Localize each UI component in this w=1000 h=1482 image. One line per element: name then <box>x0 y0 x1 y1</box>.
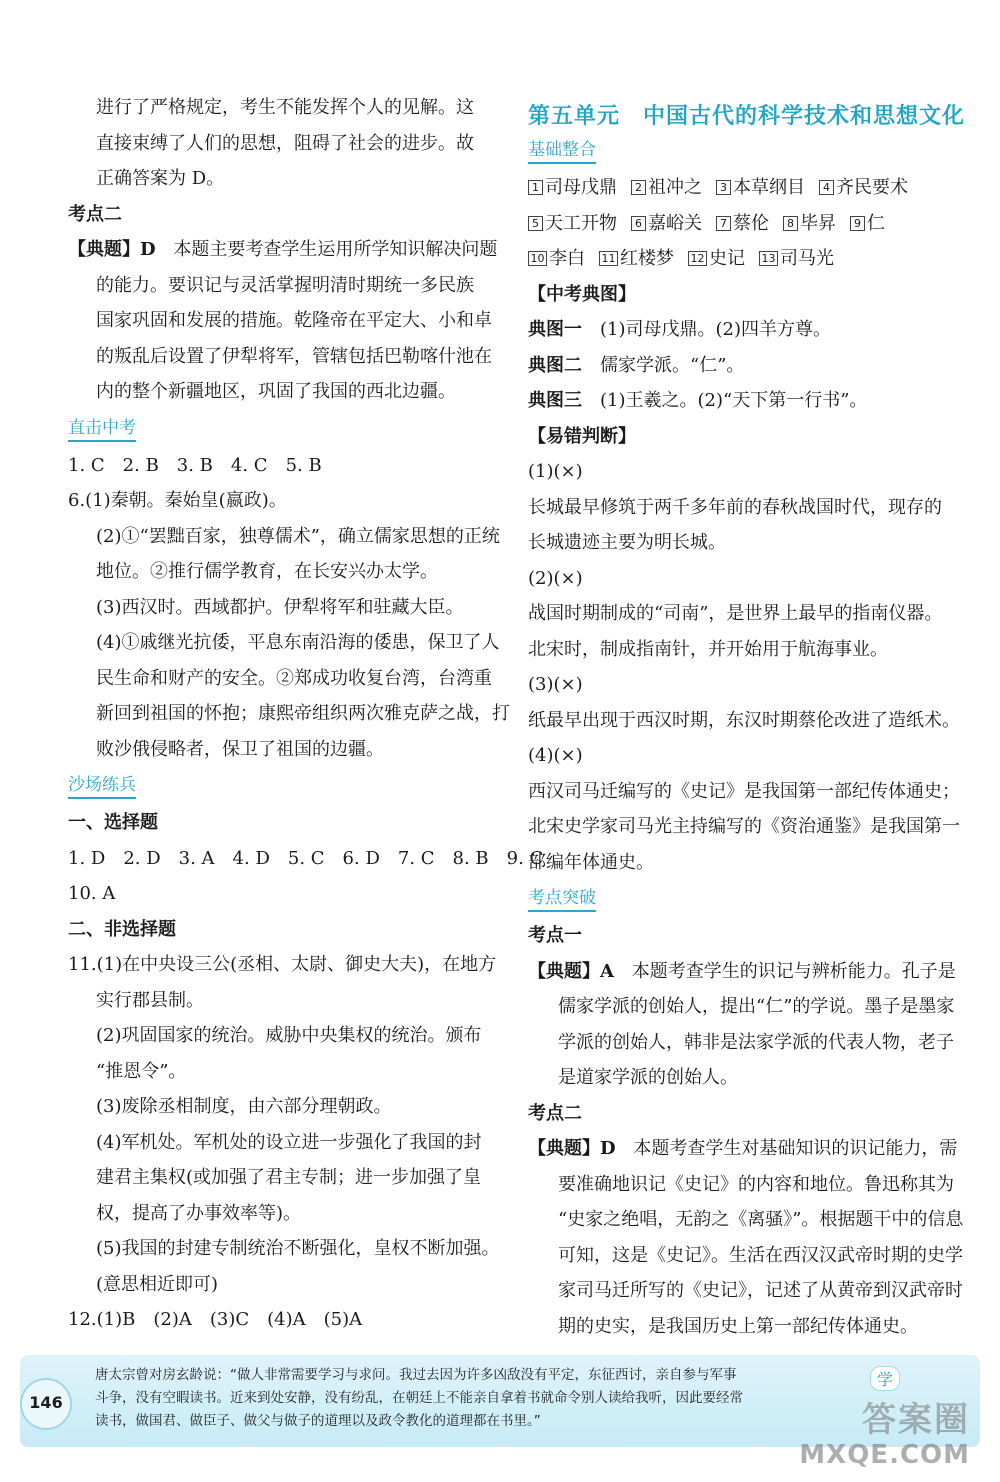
diantu-text: (1)司母戊鼎。(2)四羊方尊。 <box>600 319 831 340</box>
section-heading-kaodian: 考点突破 <box>528 886 596 912</box>
answer-grid-item <box>599 241 674 277</box>
dianti-line: 国家巩固和发展的措施。乾隆帝在平定大、小和卓 <box>96 310 492 331</box>
yicuo-line: (2)(×) <box>528 567 583 589</box>
item-number: 8 <box>783 216 798 231</box>
yicuo-line: 西汉司马迁编写的《史记》是我国第一部纪传体通史； <box>528 780 960 802</box>
footer-quote <box>95 1364 855 1433</box>
answer-grid-item <box>631 170 702 206</box>
dianti-line: 是道家学派的创始人。 <box>558 1067 738 1088</box>
watermark-logo: 答案圈 <box>862 1400 970 1440</box>
answer-grid-row <box>528 206 960 242</box>
diantu-line <box>528 348 960 384</box>
q11-line: (4)军机处。军机处的设立进一步强化了我国的封 <box>96 1131 482 1153</box>
answer-grid-item <box>528 170 617 206</box>
item-text: 李白 <box>549 248 585 269</box>
item-number: 5 <box>528 216 543 231</box>
yicuo-title: 【易错判断】 <box>528 425 636 447</box>
unit-title: 第五单元 中国古代的科学技术和思想文化 <box>528 104 966 129</box>
item-text: 蔡伦 <box>733 212 769 234</box>
q6-line: (4)①戚继光抗倭，平息东南沿海的倭患，保卫了人 <box>96 632 500 653</box>
item-text: 史记 <box>709 248 745 269</box>
answer-grid-item <box>716 170 805 206</box>
answer-grid-item <box>631 206 702 242</box>
yicuo-line: 部编年体通史。 <box>528 851 654 873</box>
item-text: 司马光 <box>780 248 834 269</box>
footer-quote-line: 唐太宗曾对房玄龄说：“做人非常需要学习与求问。我过去因为许多凶敌没有平定，东征西讨，亲自参与军事 <box>95 1367 737 1383</box>
item-number: 4 <box>819 180 834 195</box>
yicuo-line: (3)(×) <box>528 674 583 695</box>
footer-quote-line: 读书，做国君、做臣子、做父与做子的道理以及政令教化的道理都在书里。” <box>95 1413 541 1429</box>
item-number: 11 <box>599 251 618 266</box>
answer-grid <box>528 170 960 277</box>
answer-grid-item <box>819 170 908 206</box>
yicuo-line: 纸最早出现于西汉时期，东汉时期蔡伦改进了造纸术。 <box>528 709 960 731</box>
answer-grid-item <box>716 206 769 242</box>
answer-grid-item <box>850 206 885 242</box>
item-number: 7 <box>716 216 731 231</box>
yicuo-line: 北宋时，制成指南针，并开始用于航海事业。 <box>528 638 888 660</box>
dianti-line: 可知，这是《史记》。生活在西汉汉武帝时期的史学 <box>558 1244 963 1266</box>
item-number: 9 <box>850 216 865 231</box>
answer-grid-item <box>528 241 585 277</box>
footer-quote-line: 斗争，没有空暇读书。近来到处安静，没有纷乱，在朝廷上不能亲自拿着书就命令别人读给我听，因此要经常 <box>95 1390 743 1406</box>
dianti-line <box>528 954 960 990</box>
answer-grid-item <box>759 241 834 277</box>
q6-line: 6.(1)秦朝。秦始皇(嬴政)。 <box>68 490 287 511</box>
mc-answers: 10. A <box>68 883 116 904</box>
item-number: 10 <box>528 251 547 266</box>
yicuo-line: (1)(×) <box>528 461 583 482</box>
q11-line: 实行郡县制。 <box>96 989 204 1011</box>
dianti-line <box>528 1131 960 1167</box>
q11-line: 权，提高了办事效率等)。 <box>96 1202 302 1224</box>
q11-line: (意思相近即可) <box>96 1273 219 1295</box>
item-text: 红楼梦 <box>620 248 674 269</box>
dianti-line: 要准确地识记《史记》的内容和地位。鲁迅称其为 <box>558 1173 954 1195</box>
q11-line: (2)巩固国家的统治。威胁中央集权的统治。颁布 <box>96 1025 482 1046</box>
item-number: 12 <box>688 251 707 266</box>
dianti-line: 儒家学派的创始人，提出“仁”的学说。墨子是墨家 <box>558 996 955 1017</box>
dianti-line <box>68 232 498 268</box>
diantu-text: 儒家学派。“仁”。 <box>600 354 745 376</box>
q6-line: (3)西汉时。西域都护。伊犁将军和驻藏大臣。 <box>96 596 464 618</box>
q11-line: 建君主集权(或加强了君主专制；进一步加强了皇 <box>96 1167 482 1188</box>
zhongkao-diantu-title: 【中考典图】 <box>528 283 636 305</box>
dianti-line: “史家之绝唱，无韵之《离骚》”。根据题干中的信息 <box>558 1209 964 1230</box>
answer-grid-item <box>528 206 617 242</box>
intro-line: 直接束缚了人们的思想，阻碍了社会的进步。故 <box>96 132 474 154</box>
section-heading-zhiji: 直击中考 <box>68 416 136 442</box>
item-text: 嘉峪关 <box>648 212 702 234</box>
section-heading-shachang: 沙场练兵 <box>68 773 136 799</box>
dianti-line: 期的史实，是我国历史上第一部纪传体通史。 <box>558 1315 918 1337</box>
q6-line: 新回到祖国的怀抱；康熙帝组织两次雅克萨之战，打 <box>96 703 510 724</box>
mc-answers: 1. D 2. D 3. A 4. D 5. C 6. D 7. C 8. B 9. C <box>68 847 544 869</box>
kaodian-title: 考点二 <box>528 1102 582 1124</box>
dianti-label: 【典题】A <box>528 960 614 982</box>
q6-line: 败沙俄侵略者，保卫了祖国的边疆。 <box>96 738 384 760</box>
item-number: 13 <box>759 251 778 266</box>
answer-grid-row <box>528 170 960 206</box>
item-text: 天工开物 <box>545 212 617 234</box>
q11-line: (3)废除丞相制度，由六部分理朝政。 <box>96 1096 392 1117</box>
answer-grid-row <box>528 241 960 277</box>
item-number: 3 <box>716 180 731 195</box>
dianti-text: 本题主要考查学生运用所学知识解决问题 <box>173 239 498 260</box>
dianti-text: 本题考查学生的识记与辨析能力。孔子是 <box>631 960 956 982</box>
diantu-line <box>528 312 960 348</box>
dianti-text: 本题考查学生对基础知识的识记能力，需 <box>633 1138 958 1159</box>
item-number: 6 <box>631 216 646 231</box>
dianti-line: 家司马迁所写的《史记》，记述了从黄帝到汉武帝时 <box>558 1280 963 1301</box>
right-column <box>528 96 966 1344</box>
item-text: 仁 <box>867 212 885 234</box>
mc-answers: 1. C 2. B 3. B 4. C 5. B <box>68 454 322 476</box>
left-column <box>68 90 544 1338</box>
diantu-label: 典图二 <box>528 354 582 376</box>
kaodian-title: 考点一 <box>528 925 582 946</box>
item-number: 1 <box>528 180 543 195</box>
yicuo-line: 战国时期制成的“司南”，是世界上最早的指南仪器。 <box>528 603 943 624</box>
part-title: 二、非选择题 <box>68 918 176 940</box>
yicuo-line: 北宋史学家司马光主持编写的《资治通鉴》是我国第一 <box>528 816 960 837</box>
diantu-label: 典图三 <box>528 390 582 411</box>
item-text: 齐民要术 <box>836 177 908 198</box>
item-number: 2 <box>631 180 646 195</box>
kaodian-title: 考点二 <box>68 203 122 225</box>
q11-line: “推恩令”。 <box>96 1060 187 1082</box>
yicuo-line: 长城最早修筑于两千多年前的春秋战国时代，现存的 <box>528 496 942 518</box>
diantu-line <box>528 383 960 419</box>
item-text: 祖冲之 <box>648 177 702 198</box>
answer-grid-item <box>688 241 745 277</box>
dianti-line: 内的整个新疆地区，巩固了我国的西北边疆。 <box>96 381 456 402</box>
q6-line: 民生命和财产的安全。②郑成功收复台湾，台湾重 <box>96 667 492 689</box>
q6-line: (2)①“罢黜百家，独尊儒术”，确立儒家思想的正统 <box>96 525 500 547</box>
xue-badge: 学 <box>870 1366 900 1391</box>
diantu-text: (1)王羲之。(2)“天下第一行书”。 <box>600 390 868 411</box>
dianti-line: 学派的创始人，韩非是法家学派的代表人物，老子 <box>558 1031 954 1053</box>
dianti-line: 的能力。要识记与灵活掌握明清时期统一多民族 <box>96 274 474 296</box>
q12-line: 12.(1)B (2)A (3)C (4)A (5)A <box>68 1309 363 1330</box>
q11-line: (5)我国的封建专制统治不断强化，皇权不断加强。 <box>96 1238 500 1259</box>
dianti-line: 的叛乱后设置了伊犁将军，管辖包括巴勒喀什池在 <box>96 345 492 367</box>
q11-line: 11.(1)在中央设三公(丞相、太尉、御史大夫)，在地方 <box>68 954 497 975</box>
page-number: 146 <box>20 1378 72 1430</box>
diantu-label: 典图一 <box>528 319 582 340</box>
watermark-site: MXQE.COM <box>799 1440 970 1470</box>
section-heading-jichu: 基础整合 <box>528 138 596 164</box>
answer-grid-item <box>783 206 836 242</box>
part-title: 一、选择题 <box>68 812 158 833</box>
dianti-label: 【典题】D <box>528 1138 616 1159</box>
intro-line: 正确答案为 D。 <box>96 168 225 189</box>
intro-line: 进行了严格规定，考生不能发挥个人的见解。这 <box>96 97 474 118</box>
yicuo-line: 长城遗迹主要为明长城。 <box>528 532 726 553</box>
item-text: 本草纲目 <box>733 177 805 198</box>
item-text: 司母戊鼎 <box>545 177 617 198</box>
dianti-label: 【典题】D <box>68 239 156 260</box>
yicuo-line: (4)(×) <box>528 745 583 766</box>
q6-line: 地位。②推行儒学教育，在长安兴办太学。 <box>96 561 438 582</box>
item-text: 毕昇 <box>800 212 836 234</box>
